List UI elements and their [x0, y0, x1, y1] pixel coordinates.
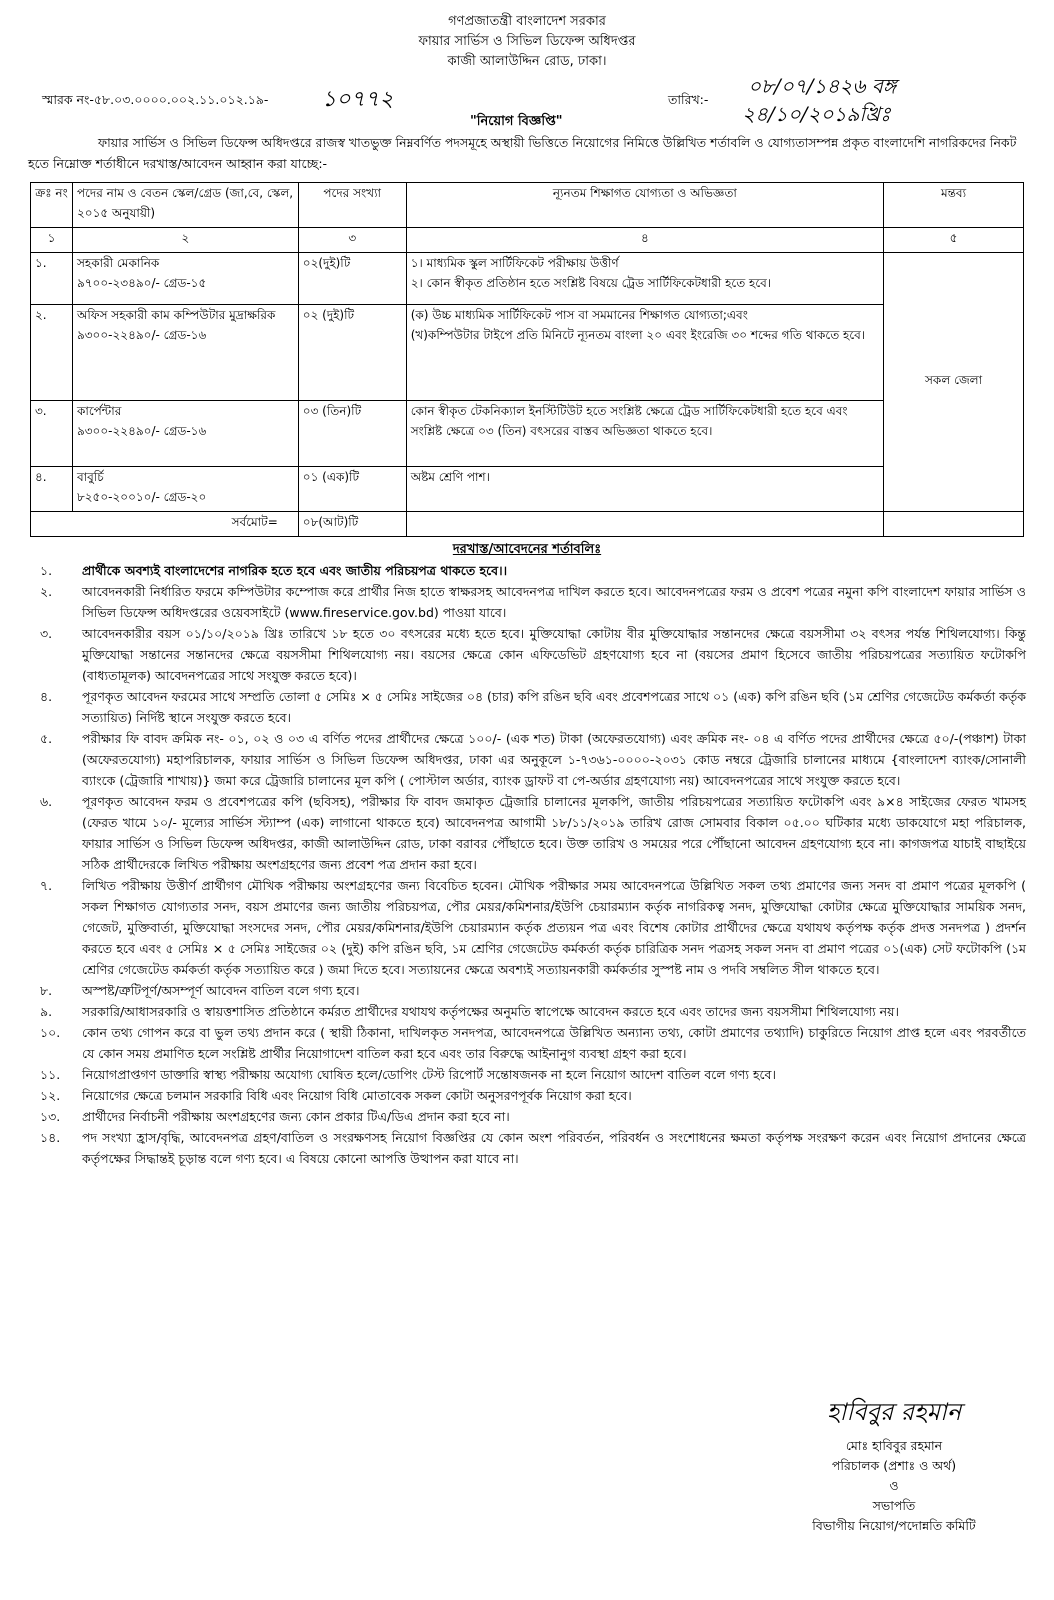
item-text: পরীক্ষার ফি বাবদ ক্রমিক নং- ০১, ০২ ও ০৩ এ বর্ণিত পদের প্রার্থীদের ক্ষেত্রে ১০০/- (এক শত) টাকা (অফেরতযোগ্য) এবং ক্রমিক নং- ০৪ এ বর্ণিত পদের প্রার্থীদের ক্ষেত্রে ৫০/-(পঞ্চাশ) টাকা (অফেরতযোগ্য) মহাপরিচালক, ফায়ার সার্ভিস ও সিভিল ডিফেন্স অধিদপ্তর, ঢাকা এর অনুকূলে ১-৭৩৬১-০০০০-২০৩১ কোড নম্বরে ট্রেজারি চালানের মাধ্যমে {বাংলাদেশ ব্যাংক/সোনালী ব্যাংকে (ট্রেজারি শাখায়)} জমা করে ট্রেজারি চালানের মূল কপি ( পোস্টাল অর্ডার, ব্যাংক ড্রাফট বা পে-অর্ডার গ্রহণযোগ্য নয়) আবেদনপত্রের সাথে সংযুক্ত করতে হবে।	[82, 731, 1026, 788]
list-item	[30, 791, 1026, 875]
item-number: ১০.	[40, 1025, 61, 1040]
item-text: পদ সংখ্যা হ্রাস/বৃদ্ধি, আবেদনপত্র গ্রহণ/বাতিল ও সংরক্ষণসহ নিয়োগ বিজ্ঞপ্তির যে কোন অংশ পরিবর্তন, পরিবর্ধন ও সংশোধনের ক্ষমতা কর্তৃপক্ষ সংরক্ষণ করেন এবং নিয়োগ প্রদানের ক্ষেত্রে কর্তৃপক্ষের সিদ্ধান্তই চূড়ান্ত বলে গণ্য হবে। এ বিষয়ে কোনো আপত্তি উত্থাপন করা যাবে না।	[82, 1130, 1026, 1166]
row-qualification: (ক) উচ্চ মাধ্যমিক সার্টিফিকেট পাস বা সমমানের শিক্ষাগত যোগ্যতা;এবং (খ)কম্পিউটার টাইপে প্রতি মিনিটে ন্যূনতম বাংলা ২০ এবং ইংরেজি ৩০ শব্দের গতি থাকতে হবে।	[406, 305, 883, 401]
letterhead	[0, 12, 1054, 72]
total-empty	[406, 512, 883, 537]
row-qualification: কোন স্বীকৃত টেকনিক্যাল ইনস্টিটিউট হতে সংশ্লিষ্ট ক্ষেত্রে ট্রেড সার্টিফিকেটধারী হতে হবে এবং সংশ্লিষ্ট ক্ষেত্রে ০৩ (তিন) বৎসরের বাস্তব অভিজ্ঞতা থাকতে হবে।	[406, 401, 883, 467]
date-bangla: ০৮/০৭/১৪২৬ বঙ্গ	[748, 74, 897, 98]
signatory-designation: পরিচালক (প্রশাঃ ও অর্থ)	[831, 1458, 957, 1473]
table-row	[31, 467, 1024, 512]
item-number: ১৪.	[40, 1130, 61, 1145]
row-post	[72, 305, 298, 401]
signatory-name: মোঃ হাবিবুর রহমান	[845, 1438, 943, 1453]
table-row	[31, 305, 1024, 401]
list-item	[30, 623, 1026, 686]
row-post	[72, 467, 298, 512]
column-number: ৪	[406, 228, 883, 253]
item-number: ৮.	[40, 983, 53, 998]
row-count: ০৩ (তিন)টি	[298, 401, 406, 467]
item-text: সরকারি/আধাসরকারি ও স্বায়ত্তশাসিত প্রতিষ্ঠানে কর্মরত প্রার্থীদের যথাযথ কর্তৃপক্ষের অনুমতি স্বাপেক্ষে আবেদন করতে হবে এবং তাদের জন্য বয়সসীমা শিথিলযোগ্য নয়।	[82, 1004, 899, 1019]
handwritten-signature: হাবিবুর রহমান	[826, 1398, 962, 1426]
signatory-and: ও	[889, 1478, 899, 1493]
pay-scale: ৯৭০০-২৩৪৯০/- গ্রেড-১৫	[76, 276, 207, 290]
item-number: ৫.	[40, 731, 53, 746]
department-address: কাজী আলাউদ্দিন রোড, ঢাকা।	[447, 54, 607, 69]
conditions-title: দরখাস্ত/আবেদনের শর্তাবলিঃ	[452, 542, 602, 557]
table-row	[31, 401, 1024, 467]
notice-title: "নিয়োগ বিজ্ঞপ্তি"	[470, 114, 563, 129]
header-serial: ক্রঃ নং	[31, 183, 73, 228]
pay-scale: ৯৩০০-২২৪৯০/- গ্রেড-১৬	[76, 328, 207, 342]
row-count: ০২(দুই)টি	[298, 253, 406, 305]
item-number: ৩.	[40, 626, 53, 641]
notice-intro: ফায়ার সার্ভিস ও সিভিল ডিফেন্স অধিদপ্তরে রাজস্ব খাতভুক্ত নিম্নবর্ণিত পদসমূহে অস্থায়ী ভিত্তিতে নিয়োগের নিমিত্তে উল্লিখিত শর্তাবলি ও যোগ্যতাসম্পন্ন প্রকৃত বাংলাদেশি নাগরিকদের নিকট হতে নিম্নোক্ত শর্তাধীনে দরখাস্ত/আবেদন আহ্বান করা যাচ্ছে:-	[28, 135, 1017, 171]
row-qualification: ১। মাধ্যমিক স্কুল সার্টিফিকেট পরীক্ষায় উত্তীর্ণ ২। কোন স্বীকৃত প্রতিষ্ঠান হতে সংশ্লিষ্ট বিষয়ে ট্রেড সার্টিফিকেটধারী হতে হবে।	[406, 253, 883, 305]
item-text: অস্পষ্ট/ত্রুটিপূর্ণ/অসম্পূর্ণ আবেদন বাতিল বলে গণ্য হবে।	[82, 983, 360, 998]
column-number: ২	[72, 228, 298, 253]
item-number: ১.	[40, 563, 53, 578]
list-item	[30, 1064, 1026, 1085]
header-remark: মন্তব্য	[884, 183, 1024, 228]
total-row	[31, 512, 1024, 537]
list-item	[30, 1106, 1026, 1127]
pay-scale: ৮২৫০-২০০১০/- গ্রেড-২০	[76, 490, 207, 504]
post-name: সহকারী মেকানিক	[76, 256, 160, 270]
memo-handwritten-number: ১০৭৭২	[322, 87, 394, 112]
column-number: ৫	[884, 228, 1024, 253]
item-number: ৪.	[40, 689, 53, 704]
row-count: ০২ (দুই)টি	[298, 305, 406, 401]
list-item	[30, 1127, 1026, 1169]
date-english: ২৪/১০/২০১৯খ্রিঃ	[742, 102, 891, 126]
item-text: লিখিত পরীক্ষায় উত্তীর্ণ প্রার্থীগণ মৌখিক পরীক্ষায় অংশগ্রহণের জন্য বিবেচিত হবেন। মৌখিক পরীক্ষার সময় আবেদনপত্রে উল্লিখিত সকল তথ্য প্রমাণের জন্য সনদ বা প্রমাণ পত্রের মূলকপি ( সকল শিক্ষাগত যোগ্যতার সনদ, বয়স প্রমাণের জন্য জাতীয় পরিচয়পত্র, পৌর মেয়র/কমিশনার/ইউপি চেয়ারম্যান কর্তৃক নাগরিকত্ব সনদ, মুক্তিযোদ্ধা কোটার ক্ষেত্রে মুক্তিযোদ্ধার সাময়িক সনদ, গেজেট, মুক্তিবার্তা, মুক্তিযোদ্ধা সংসদের সনদ, পৌর মেয়র/কমিশনার/ইউপি চেয়ারম্যান কর্তৃক প্রত্যয়ন পত্র এবং বিশেষ কোটার প্রার্থীদের ক্ষেত্রে যথাযথ কর্তৃপক্ষ কর্তৃক প্রদত্ত সনদপত্র ) প্রদর্শন করতে হবে এবং ৫ সেমিঃ × ৫ সেমিঃ সাইজের ০২ (দুই) কপি রঙিন ছবি, ১ম শ্রেণির গেজেটেড কর্মকর্তা কর্তৃক চারিত্রিক সনদ পত্রসহ সকল সনদ বা প্রমাণ পত্রের ০১(এক) সেট ফটোকপি (১ম শ্রেণির গেজেটেড কর্মকর্তা কর্তৃক সত্যায়িত করে ) জমা দিতে হবে। সত্যায়নের ক্ষেত্রে অবশ্যই সত্যায়নকারী কর্মকর্তার সুস্পষ্ট নাম ও পদবি সম্বলিত সীল থাকতে হবে।	[82, 878, 1026, 977]
signatory-role: সভাপতি	[872, 1498, 916, 1513]
row-post	[72, 401, 298, 467]
signature-block	[794, 1398, 994, 1536]
list-item	[30, 581, 1026, 623]
list-item	[30, 1022, 1026, 1064]
item-number: ২.	[40, 584, 53, 599]
table-header-row	[31, 183, 1024, 228]
item-text: আবেদনকারী নির্ধারিত ফরমে কম্পিউটার কম্পোজ করে প্রার্থীর নিজ হাতে স্বাক্ষরসহ আবেদনপত্র দাখিল করতে হবে। আবেদনপত্রের ফরম ও প্রবেশ পত্রের নমুনা কপি বাংলাদেশ ফায়ার সার্ভিস ও সিভিল ডিফেন্স অধিদপ্তরের ওয়েবসাইটে (www.fireservice.gov.bd) পাওয়া যাবে।	[82, 584, 1026, 620]
total-empty	[884, 512, 1024, 537]
item-text: আবেদনকারীর বয়স ০১/১০/২০১৯ খ্রিঃ তারিখে ১৮ হতে ৩০ বৎসরের মধ্যে হতে হবে। মুক্তিযোদ্ধা কোটায় বীর মুক্তিযোদ্ধার সন্তানদের ক্ষেত্রে বয়সসীমা ৩২ বৎসর পর্যন্ত শিথিলযোগ্য। কিন্তু মুক্তিযোদ্ধা সন্তানের সন্তানদের ক্ষেত্রে বয়সসীমা শিথিলযোগ্য নয়। বয়সের ক্ষেত্রে কোন এফিডেভিট গ্রহণযোগ্য হবে না (বয়সের প্রমাণ হিসেবে জাতীয় পরিচয়পত্রের সত্যায়িত ফটোকপি (বাধ্যতামূলক) আবেদনপত্রের সাথে সংযুক্ত করতে হবে)।	[82, 626, 1026, 683]
item-text: নিয়োগপ্রাপ্তগণ ডাক্তারি স্বাস্থ্য পরীক্ষায় অযোগ্য ঘোষিত হলে/ডোপিং টেস্ট রিপোর্ট সন্তোষজনক না হলে নিয়োগ আদেশ বাতিল বলে গণ্য হবে।	[82, 1067, 776, 1082]
row-serial: ২.	[31, 305, 73, 401]
list-item	[30, 560, 1026, 581]
pay-scale: ৯৩০০-২২৪৯০/- গ্রেড-১৬	[76, 424, 207, 438]
signatory-committee: বিভাগীয় নিয়োগ/পদোন্নতি কমিটি	[812, 1518, 976, 1533]
column-number: ১	[31, 228, 73, 253]
item-number: ৭.	[40, 878, 53, 893]
item-number: ১১.	[40, 1067, 61, 1082]
item-text: প্রার্থীদের নির্বাচনী পরীক্ষায় অংশগ্রহণের জন্য কোন প্রকার টিএ/ডিএ প্রদান করা হবে না।	[82, 1109, 510, 1124]
row-qualification: অষ্টম শ্রেণি পাশ।	[406, 467, 883, 512]
list-item	[30, 728, 1026, 791]
item-text: নিয়োগের ক্ষেত্রে চলমান সরকারি বিধি এবং নিয়োগ বিধি মোতাবেক সকল কোটা অনুসরণপূর্বক নিয়োগ করা হবে।	[82, 1088, 632, 1103]
post-name: অফিস সহকারী কাম কম্পিউটার মুদ্রাক্ষরিক	[76, 308, 276, 322]
header-post: পদের নাম ও বেতন স্কেল/গ্রেড (জা,বে, স্কেল, ২০১৫ অনুযায়ী)	[72, 183, 298, 228]
item-text: কোন তথ্য গোপন করে বা ভুল তথ্য প্রদান করে ( স্থায়ী ঠিকানা, দাখিলকৃত সনদপত্র, আবেদনপত্রে উল্লিখিত অন্যান্য তথ্য, কোটা প্রমাণের তথ্যাদি) চাকুরিতে নিয়োগ প্রাপ্ত হলে এবং পরবর্তীতে যে কোন সময় প্রমাণিত হলে সংশ্লিষ্ট প্রার্থীর নিয়োগাদেশ বাতিল করা হবে এবং তার বিরুদ্ধে আইনানুগ ব্যবস্থা গ্রহণ করা হবে।	[82, 1025, 1026, 1061]
item-text: পূরণকৃত আবেদন ফরমের সাথে সম্প্রতি তোলা ৫ সেমিঃ × ৫ সেমিঃ সাইজের ০৪ (চার) কপি রঙিন ছবি এবং প্রবেশপত্রের সাথে ০১ (এক) কপি রঙিন ছবি (১ম শ্রেণির গেজেটেড কর্মকর্তা কর্তৃক সত্যায়িত) নির্দিষ্ট স্থানে সংযুক্ত করতে হবে।	[82, 689, 1026, 725]
column-number: ৩	[298, 228, 406, 253]
row-post	[72, 253, 298, 305]
item-number: ৬.	[40, 794, 53, 809]
table-row	[31, 253, 1024, 305]
total-label: সর্বমোট=	[31, 512, 299, 537]
post-name: কার্পেন্টার	[76, 404, 122, 418]
item-text: পূরণকৃত আবেদন ফরম ও প্রবেশপত্রের কপি (ছবিসহ), পরীক্ষার ফি বাবদ জমাকৃত ট্রেজারি চালানের মূলকপি, জাতীয় পরিচয়পত্রের সত্যায়িত ফটোকপি এবং ৯×৪ সাইজের ফেরত খামসহ (ফেরত খামে ১০/- মূল্যের সার্ভিস স্ট্যাম্প (এক) লাগানো থাকতে হবে) আবেদনপত্র আগামী ১৮/১১/২০১৯ তারিখ রোজ সোমবার বিকাল ০৫.০০ ঘটিকার মধ্যে ডাকযোগে মহা পরিচালক, ফায়ার সার্ভিস ও সিভিল ডিফেন্স অধিদপ্তর, কাজী আলাউদ্দিন রোড, ঢাকা বরাবর পৌঁছাতে হবে। উক্ত তারিখ ও সময়ের পরে পৌঁছানো আবেদন গ্রহণযোগ্য হবে না। কাগজপত্র যাচাই বাছাইয়ে সঠিক প্রার্থীদেরকে লিখিত পরীক্ষায় অংশগ্রহণের জন্য প্রবেশ পত্র প্রদান করা হবে।	[82, 794, 1026, 872]
row-serial: ১.	[31, 253, 73, 305]
row-serial: ৪.	[31, 467, 73, 512]
row-count: ০১ (এক)টি	[298, 467, 406, 512]
remark-cell: সকল জেলা	[884, 253, 1024, 512]
item-number: ১২.	[40, 1088, 61, 1103]
government-name: গণপ্রজাতন্ত্রী বাংলাদেশ সরকার	[448, 14, 606, 29]
post-name: বাবুর্চি	[76, 470, 104, 484]
list-item	[30, 686, 1026, 728]
column-number-row	[31, 228, 1024, 253]
department-name: ফায়ার সার্ভিস ও সিভিল ডিফেন্স অধিদপ্তর	[418, 34, 636, 49]
list-item	[30, 1085, 1026, 1106]
list-item	[30, 980, 1026, 1001]
header-count: পদের সংখ্যা	[298, 183, 406, 228]
conditions-list	[30, 560, 1026, 1169]
date-label: তারিখ:-	[668, 92, 709, 107]
vacancy-table	[30, 182, 1024, 537]
row-serial: ৩.	[31, 401, 73, 467]
item-number: ১৩.	[40, 1109, 61, 1124]
item-number: ৯.	[40, 1004, 53, 1019]
list-item	[30, 875, 1026, 980]
item-text: প্রার্থীকে অবশ্যই বাংলাদেশের নাগরিক হতে হবে এবং জাতীয় পরিচয়পত্র থাকতে হবে।।	[82, 563, 508, 578]
header-qualification: ন্যূনতম শিক্ষাগত যোগ্যতা ও অভিজ্ঞতা	[406, 183, 883, 228]
list-item	[30, 1001, 1026, 1022]
total-value: ০৮(আট)টি	[298, 512, 406, 537]
memo-reference: স্মারক নং-৫৮.০৩.০০০০.০০২.১১.০১২.১৯-	[42, 92, 269, 107]
